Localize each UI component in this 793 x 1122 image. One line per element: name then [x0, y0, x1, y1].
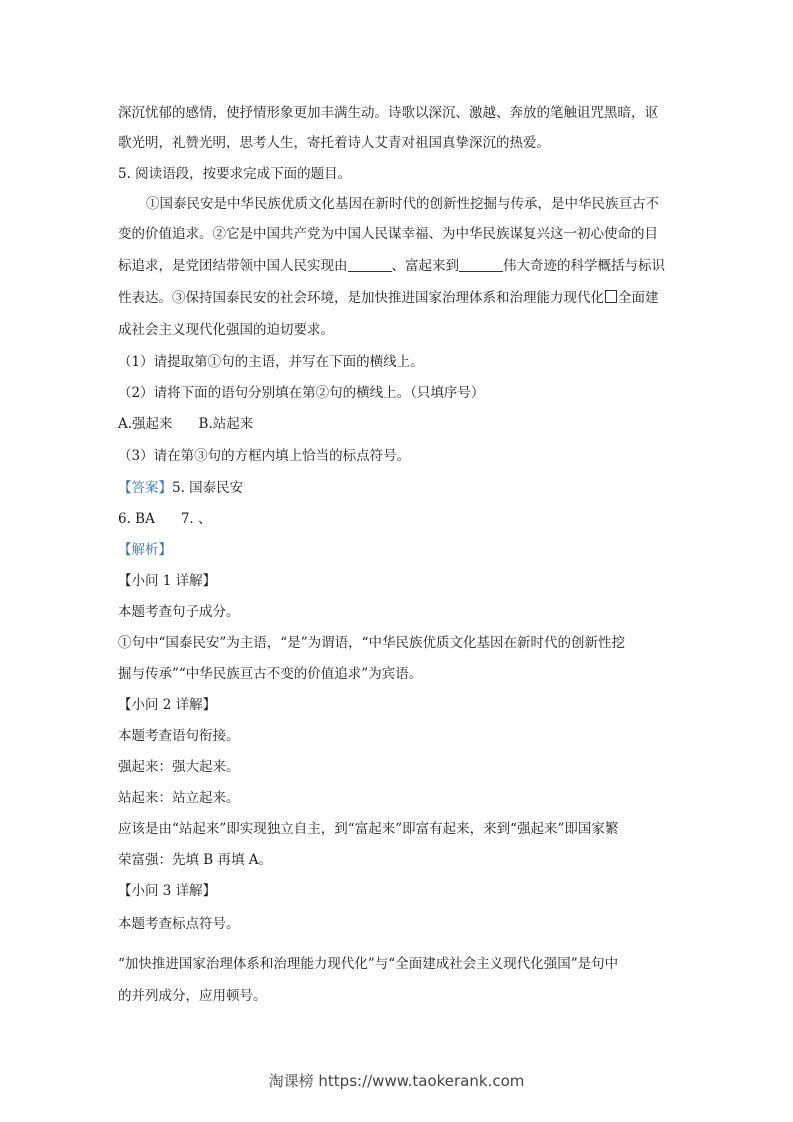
- passage-line: [118, 256, 665, 276]
- passage-line: 变的价值追求。②它是中国共产党为中国人民谋幸福、为中华民族谋复兴这一初心使命的目: [118, 226, 658, 242]
- answer-label: 【答案】: [118, 480, 172, 496]
- passage-text: 伟大奇迹的科学概括与标识: [503, 258, 665, 274]
- option-b: B.站起来: [198, 416, 254, 432]
- text-line: 的并列成分，应用顿号。: [118, 988, 267, 1004]
- text-line: 掘与传承”“中华民族亘古不变的价值追求”为宾语。: [118, 666, 423, 682]
- passage-line: 成社会主义现代化强国的迫切要求。: [118, 322, 334, 338]
- answer-line: [118, 509, 212, 529]
- footer-watermark: 淘课榜 https://www.taokerank.com: [268, 1072, 525, 1090]
- text-line: ①句中“国泰民安”为主语，“是”为谓语，“中华民族优质文化基因在新时代的创新性挖: [118, 635, 626, 651]
- text-line: 站起来：站立起来。: [118, 790, 240, 806]
- sub-question-1: （1）请提取第①句的主语，并写在下面的横线上。: [118, 354, 424, 370]
- answer-text: 5. 国泰民安: [172, 480, 244, 496]
- text-line: 应该是由“站起来”即实现独立自主，到“富起来”即富有起来，来到“强起来”即国家繁: [118, 821, 619, 837]
- fill-blank-2: [459, 258, 503, 272]
- sub-heading-3: 【小问 3 详解】: [118, 883, 217, 899]
- text-line: 歌光明，礼赞光明，思考人生，寄托着诗人艾青对祖国真挚深沉的热爱。: [118, 135, 550, 151]
- text-line: 本题考查句子成分。: [118, 604, 240, 620]
- analysis-label: 【解析】: [118, 542, 172, 558]
- passage-text: 性表达。③保持国泰民安的社会环境，是加快推进国家治理体系和治理能力现代化: [118, 290, 604, 306]
- sub-heading-1: 【小问 1 详解】: [118, 573, 217, 589]
- text-line: 深沉忧郁的感情，使抒情形象更加丰满生动。诗歌以深沉、激越、奔放的笔触诅咒黑暗，讴: [118, 105, 658, 121]
- punctuation-box: [605, 290, 617, 303]
- options-line: [118, 414, 253, 434]
- passage-text: 、富起来到: [391, 258, 459, 274]
- sub-question-3: （3）请在第③句的方框内填上恰当的标点符号。: [118, 448, 411, 464]
- sub-question-2: （2）请将下面的语句分别填在第②句的横线上。（只填序号）: [118, 385, 485, 401]
- fill-blank-1: [348, 258, 392, 272]
- answer-line: [118, 478, 243, 498]
- question-5-heading: 5. 阅读语段，按要求完成下面的题目。: [118, 166, 352, 182]
- text-line: “加快推进国家治理体系和治理能力现代化”与“全面建成社会主义现代化强国”是句中: [118, 956, 619, 972]
- text-line: 强起来：强大起来。: [118, 759, 240, 775]
- text-line: 本题考查语句衔接。: [118, 728, 240, 744]
- passage-text: 全面建: [618, 290, 659, 306]
- passage-line: ①国泰民安是中华民族优质文化基因在新时代的创新性挖掘与传承，是中华民族亘古不: [146, 196, 659, 212]
- passage-line: [118, 288, 659, 308]
- passage-text: 标追求，是党团结带领中国人民实现由: [118, 258, 348, 274]
- sub-heading-2: 【小问 2 详解】: [118, 697, 217, 713]
- text-line: 本题考查标点符号。: [118, 916, 240, 932]
- option-a: A.强起来: [118, 416, 173, 432]
- answer-7: 7. 、: [180, 511, 212, 527]
- text-line: 荣富强：先填 B 再填 A。: [118, 852, 273, 868]
- answer-6: 6. BA: [118, 511, 155, 527]
